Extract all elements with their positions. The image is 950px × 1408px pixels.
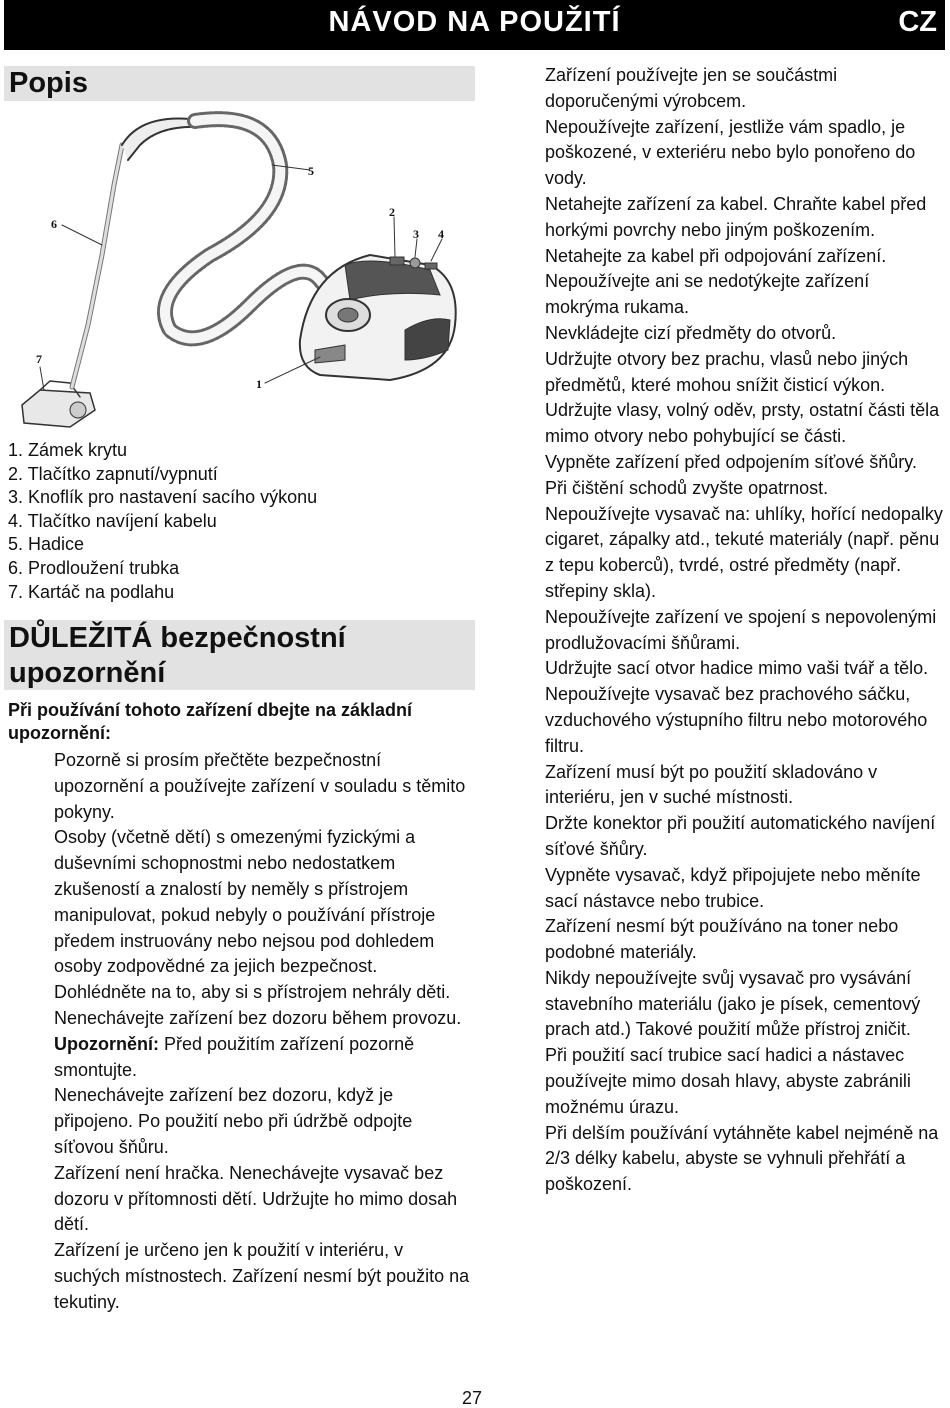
figure-label-3: 3: [413, 227, 419, 241]
parts-list-item: 4. Tlačítko navíjení kabelu: [8, 510, 217, 531]
parts-list-item: 3. Knoflík pro nastavení sacího výkonu: [8, 487, 318, 508]
safety-paragraph: Zařízení je určeno jen k použití v interiéru, v suchých místnostech. Zařízení nesmí být použito na tekutiny.: [54, 1240, 470, 1312]
section-title-popis: Popis: [4, 66, 475, 101]
safety-paragraph: Držte konektor při použití automatického navíjení síťové šňůry.: [545, 813, 936, 859]
safety-paragraph: Nepoužívejte vysavač bez prachového sáčku, vzduchového výstupního filtru nebo motorového filtru.: [545, 684, 928, 756]
safety-paragraph: Při čištění schodů zvyšte opatrnost.: [545, 477, 829, 498]
parts-list-item: 6. Prodloužení trubka: [8, 557, 180, 578]
safety-paragraph: Nepoužívejte zařízení, jestliže vám spadlo, je poškozené, v exteriéru nebo bylo ponořeno do vody.: [545, 116, 916, 189]
figure-label-2: 2: [389, 205, 395, 219]
figure-label-1: 1: [256, 377, 262, 391]
safety-paragraph: Nepoužívejte vysavač na: uhlíky, hořící nedopalky cigaret, zápalky atd., tekuté materiály (např. pěnu z tepu koberců), tvrdé, ostré předměty (např. střepiny skla).: [545, 503, 943, 601]
figure-label-6: 6: [51, 217, 57, 231]
safety-right-column: [545, 63, 945, 1198]
language-code: CZ: [898, 6, 937, 38]
safety-paragraph: Nikdy nepoužívejte svůj vysavač pro vysávání stavebního materiálu (jako je písek, cementový prach atd.) Takové použití může přístroj zničit.: [545, 967, 921, 1040]
safety-paragraph: Vypněte zařízení před odpojením síťové šňůry.: [545, 451, 917, 472]
safety-paragraph: Nepoužívejte zařízení ve spojení s nepovolenými prodlužovacími šňůrami.: [545, 606, 937, 653]
safety-lead-text: Při používání tohoto zařízení dbejte na základní upozornění:: [8, 700, 413, 743]
safety-paragraph: Zařízení používejte jen se součástmi doporučenými výrobcem.: [545, 65, 838, 111]
safety-paragraph: Udržujte sací otvor hadice mimo vaši tvář a tělo.: [545, 658, 929, 679]
page-title: NÁVOD NA POUŽITÍ: [328, 6, 621, 38]
safety-paragraph: Osoby (včetně dětí) s omezenými fyzickými a duševními schopnostmi nebo nedostatkem zkušeností a znalostí by neměly s přístrojem manipulovat, pokud nebyly o používání přístroje předem instruovány nebo nejsou pod dohledem osoby zodpovědné za jejich bezpečnost. Dohlédněte na to, aby si s přístrojem nehrály děti.: [54, 827, 451, 1003]
safety-paragraph: Zařízení nesmí být používáno na toner nebo podobné materiály.: [545, 916, 899, 963]
section-title-line: DŮLEŽITÁ bezpečnostní: [9, 622, 346, 654]
safety-left-column: [54, 748, 474, 1316]
parts-list-item: 5. Hadice: [8, 534, 85, 555]
parts-list-item: 7. Kartáč na podlahu: [8, 581, 175, 602]
safety-paragraph: Netahejte zařízení za kabel. Chraňte kabel před horkými povrchy nebo jiným poškozením.: [545, 193, 927, 240]
safety-paragraph: Nepoužívejte ani se nedotýkejte zařízení mokrýma rukama.: [545, 271, 870, 318]
safety-paragraph: Udržujte vlasy, volný oděv, prsty, ostatní části těla mimo otvory nebo pohybující se části.: [545, 400, 940, 447]
safety-paragraph: Zařízení není hračka. Nenechávejte vysavač bez dozoru v přítomnosti dětí. Udržujte ho mimo dosah dětí.: [54, 1162, 458, 1235]
warning-text: Před použitím zařízení pozorně smontujte.: [54, 1033, 415, 1080]
safety-paragraph: Zařízení musí být po použití skladováno v interiéru, jen v suché místnosti.: [545, 761, 878, 808]
page-header: [4, 0, 945, 50]
safety-paragraph: Při použití sací trubice sací hadici a nástavec používejte mimo dosah hlavy, abyste zabránili možnému úrazu.: [545, 1045, 911, 1117]
safety-paragraph: Při delším používání vytáhněte kabel nejméně na 2/3 délky kabelu, abyste se vyhnuli přehřátí a poškození.: [545, 1122, 939, 1195]
parts-list: [8, 439, 317, 604]
safety-warning: [54, 1032, 474, 1084]
safety-paragraph: Udržujte otvory bez prachu, vlasů nebo jiných předmětů, které mohou snížit čisticí výkon.: [545, 348, 909, 395]
safety-paragraph: Nevkládejte cizí předměty do otvorů.: [545, 322, 837, 343]
safety-paragraph: Nenechávejte zařízení bez dozoru, když je připojeno. Po použití nebo při údržbě odpojte síťovou šňůru.: [54, 1085, 413, 1157]
safety-paragraph: Nenechávejte zařízení bez dozoru během provozu.: [54, 1007, 462, 1028]
safety-paragraph: Vypněte vysavač, když připojujete nebo měníte sací nástavce nebo trubice.: [545, 864, 921, 911]
vacuum-diagram: [10, 105, 475, 435]
page-number: 27: [462, 1388, 483, 1408]
figure-label-4: 4: [438, 227, 444, 241]
parts-list-item: 2. Tlačítko zapnutí/vypnutí: [8, 463, 218, 484]
parts-list-item: 1. Zámek krytu: [8, 440, 128, 460]
safety-paragraph: Pozorně si prosím přečtěte bezpečnostní upozornění a používejte zařízení v souladu s těmito pokyny.: [54, 750, 466, 822]
figure-label-7: 7: [36, 352, 42, 366]
safety-paragraph: Netahejte za kabel při odpojování zařízení.: [545, 245, 887, 266]
figure-label-5: 5: [308, 164, 314, 178]
section-title-line: upozornění: [9, 657, 166, 689]
vacuum-cleaner-illustration: [10, 105, 475, 435]
section-title-safety: [4, 620, 475, 690]
warning-label: Upozornění:: [54, 1033, 159, 1054]
